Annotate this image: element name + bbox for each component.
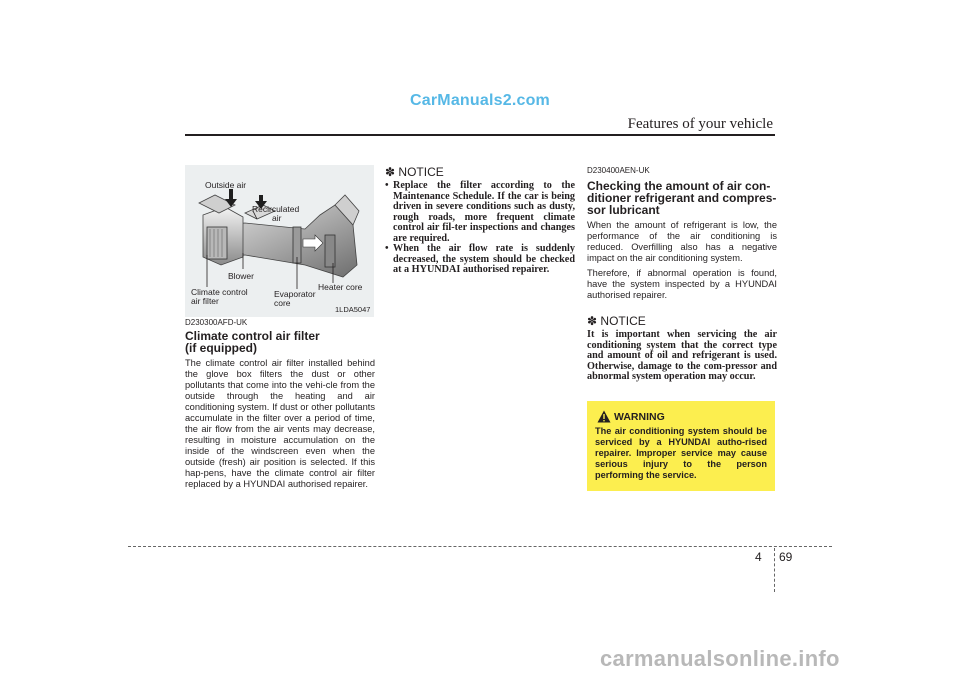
watermark-top[interactable]: CarManuals2.com — [410, 92, 550, 109]
section-body: The climate control air filter installed behind the glove box filters the dust or other pollutants that come into the vehi-cle from the outside through the heating and air conditioning system. If dust or other pollutants accumulate in the filter over a period of time, the air flow from the air vents may decrease, resulting in moisture accumulation on the inside of the windscreen even when the outside (fresh) air position is selected. If this hap-pens, have the climate control air filter replaced by a HYUNDAI authorised repairer. — [185, 358, 375, 489]
section-title-line2: (if equipped) — [185, 341, 257, 355]
page-number: 69 — [779, 550, 793, 564]
notice-symbol-icon: ✽ — [587, 314, 598, 328]
notice-servicing — [587, 315, 777, 383]
page-divider — [774, 548, 775, 592]
footer-rule — [128, 546, 832, 547]
label-blower: Blower — [228, 271, 254, 281]
label-climate-filter-2: air filter — [191, 296, 219, 306]
air-filter-diagram — [185, 165, 374, 317]
label-recirculated-1: Recirculated — [252, 204, 300, 214]
section-code: D230300AFD-UK — [185, 318, 248, 327]
label-recirculated-2: air — [272, 213, 282, 223]
notice-heading — [385, 166, 575, 179]
section-title-line1: Climate control air filter — [185, 329, 320, 343]
label-outside-air: Outside air — [205, 180, 247, 190]
warning-box — [587, 401, 775, 491]
section-air-filter — [185, 318, 375, 490]
notice-bullet — [385, 244, 575, 276]
page-header-title: Features of your vehicle — [627, 116, 773, 132]
label-climate-filter-1: Climate control — [191, 287, 248, 297]
warning-text: The air conditioning system should be serviced by a HYUNDAI autho-rised repairer. Improper service may cause serious injury to the person performing the service. — [595, 426, 767, 480]
chapter-number: 4 — [755, 550, 762, 564]
label-evaporator-2: core — [274, 298, 291, 308]
bullet-marker: • — [385, 243, 389, 254]
label-evaporator-1: Evaporator — [274, 289, 316, 299]
header-rule — [185, 134, 775, 136]
section-paragraph: When the amount of refrigerant is low, the performance of the air conditioning is reduced. Overfilling also has a negative impact on the air conditioning system. — [587, 220, 777, 263]
section-code: D230400AEN-UK — [587, 166, 650, 175]
label-heater-core: Heater core — [318, 282, 363, 292]
notice-filter — [385, 166, 575, 276]
notice-title: NOTICE — [600, 314, 646, 328]
section-title: Checking the amount of air con-ditioner refrigerant and compres-sor lubricant — [587, 179, 777, 217]
bullet-marker: • — [385, 180, 389, 191]
section-paragraph: Therefore, if abnormal operation is found, have the system inspected by a HYUNDAI authorised repairer. — [587, 268, 777, 300]
notice-bullet-text: Replace the filter according to the Maintenance Schedule. If the car is being driven in severe conditions such as dusty, rough roads, more frequent climate control air fil-ter inspections and changes are required. — [393, 180, 575, 244]
notice-heading — [587, 315, 777, 328]
warning-triangle-icon — [597, 410, 611, 423]
notice-title: NOTICE — [398, 165, 444, 179]
section-refrigerant — [587, 166, 777, 383]
figure-code: 1LDA5047 — [335, 305, 371, 314]
warning-title: WARNING — [614, 411, 665, 423]
notice-symbol-icon: ✽ — [385, 165, 396, 179]
notice-bullet-text: When the air flow rate is suddenly decreased, the system should be checked at a HYUNDAI authorised repairer. — [393, 243, 575, 275]
section-title — [185, 330, 375, 354]
notice-bullet — [385, 181, 575, 244]
notice-body: It is important when servicing the air conditioning system that the correct type and amount of oil and refrigerant is used. Otherwise, damage to the com-pressor and abnormal system operation may occur. — [587, 329, 777, 382]
watermark-bottom[interactable]: carmanualsonline.info — [600, 646, 840, 671]
